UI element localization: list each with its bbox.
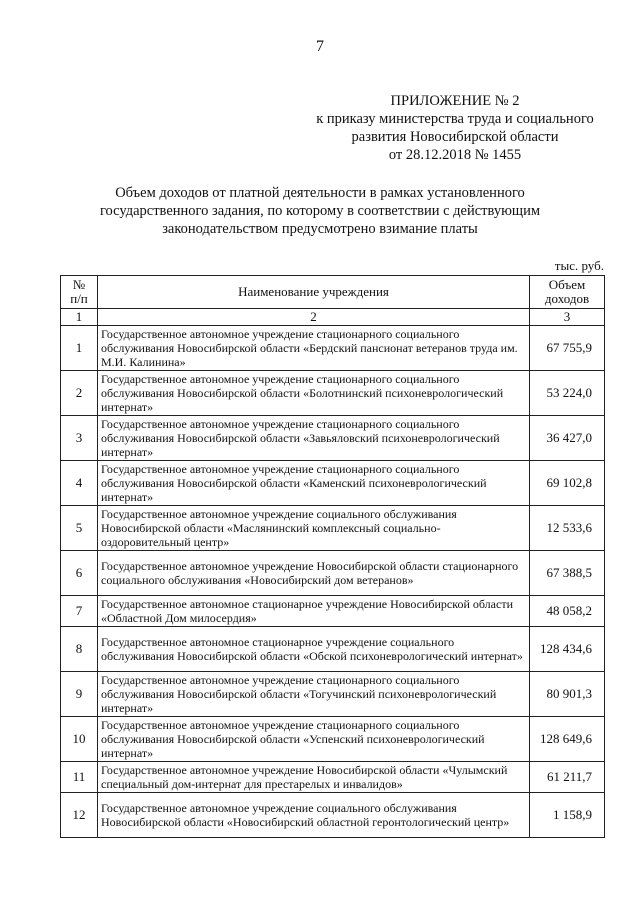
- table-row: [61, 416, 605, 461]
- header-amount-line: доходов: [544, 291, 590, 306]
- institution-name: Государственное автономное учреждение стационарного социального обслуживания Новосибирской области «Тогучинский психоневрологический интернат»: [98, 672, 530, 717]
- income-amount: 61 211,7: [530, 762, 605, 793]
- header-name: Наименование учреждения: [98, 276, 530, 309]
- income-amount: 69 102,8: [530, 461, 605, 506]
- header-amount-line: Объем: [548, 277, 586, 292]
- column-number: 3: [530, 309, 605, 326]
- institution-name: Государственное автономное учреждение стационарного социального обслуживания Новосибирской области «Завьяловский психоневрологический интернат»: [98, 416, 530, 461]
- appendix-line: к приказу министерства труда и социального: [316, 111, 594, 127]
- appendix-line: развития Новосибирской области: [351, 129, 559, 145]
- row-number: 3: [61, 416, 98, 461]
- table-row: [61, 461, 605, 506]
- column-number: 1: [61, 309, 98, 326]
- income-amount: 128 649,6: [530, 717, 605, 762]
- header-number: [61, 276, 98, 309]
- table-row: [61, 551, 605, 596]
- appendix-block: [300, 92, 610, 164]
- table-header-row: [61, 276, 605, 309]
- income-amount: 67 755,9: [530, 326, 605, 371]
- table-row: [61, 326, 605, 371]
- row-number: 11: [61, 762, 98, 793]
- row-number: 10: [61, 717, 98, 762]
- row-number: 9: [61, 672, 98, 717]
- table-row: [61, 506, 605, 551]
- institution-name: Государственное автономное учреждение стационарного социального обслуживания Новосибирской области «Успенский психоневрологический интернат»: [98, 717, 530, 762]
- document-title: [80, 184, 560, 238]
- row-number: 6: [61, 551, 98, 596]
- institution-name: Государственное автономное учреждение социального обслуживания Новосибирской области «Маслянинский комплексный социально-оздоровительный центр»: [98, 506, 530, 551]
- income-amount: 48 058,2: [530, 596, 605, 627]
- institution-name: Государственное автономное стационарное учреждение Новосибирской области «Областной Дом милосердия»: [98, 596, 530, 627]
- income-amount: 12 533,6: [530, 506, 605, 551]
- row-number: 5: [61, 506, 98, 551]
- institution-name: Государственное автономное учреждение Новосибирской области «Чулымский специальный дом-интернат для престарелых и инвалидов»: [98, 762, 530, 793]
- row-number: 4: [61, 461, 98, 506]
- institution-name: Государственное автономное учреждение стационарного социального обслуживания Новосибирской области «Болотнинский психоневрологический интернат»: [98, 371, 530, 416]
- table-row: [61, 793, 605, 838]
- institution-name: Государственное автономное учреждение стационарного социального обслуживания Новосибирской области «Каменский психоневрологический интернат»: [98, 461, 530, 506]
- header-amount: [530, 276, 605, 309]
- income-table: [60, 275, 605, 838]
- title-line: законодательством предусмотрено взимание платы: [162, 221, 478, 237]
- income-amount: 53 224,0: [530, 371, 605, 416]
- table-row: [61, 672, 605, 717]
- appendix-title: ПРИЛОЖЕНИЕ № 2: [390, 93, 520, 109]
- row-number: 7: [61, 596, 98, 627]
- table-row: [61, 596, 605, 627]
- row-number: 1: [61, 326, 98, 371]
- institution-name: Государственное автономное учреждение социального обслуживания Новосибирской области «Новосибирский областной геронтологический центр»: [98, 793, 530, 838]
- row-number: 8: [61, 627, 98, 672]
- table-row: [61, 371, 605, 416]
- row-number: 12: [61, 793, 98, 838]
- income-amount: 36 427,0: [530, 416, 605, 461]
- income-amount: 128 434,6: [530, 627, 605, 672]
- column-number: 2: [98, 309, 530, 326]
- header-number-line: п/п: [70, 291, 88, 306]
- column-number-row: [61, 309, 605, 326]
- table-row: [61, 627, 605, 672]
- income-amount: 67 388,5: [530, 551, 605, 596]
- institution-name: Государственное автономное стационарное учреждение социального обслуживания Новосибирской области «Обской психоневрологический интернат»: [98, 627, 530, 672]
- title-line: государственного задания, по которому в соответствии с действующим: [99, 203, 541, 219]
- header-number-line: №: [72, 277, 86, 292]
- title-line: Объем доходов от платной деятельности в рамках установленного: [115, 185, 525, 201]
- table-row: [61, 717, 605, 762]
- income-amount: 1 158,9: [530, 793, 605, 838]
- institution-name: Государственное автономное учреждение стационарного социального обслуживания Новосибирской области «Бердский пансионат ветеранов труда им. М.И. Калинина»: [98, 326, 530, 371]
- page-number: 7: [316, 38, 324, 55]
- appendix-line: от 28.12.2018 № 1455: [388, 147, 522, 163]
- institution-name: Государственное автономное учреждение Новосибирской области стационарного социального обслуживания «Новосибирский дом ветеранов»: [98, 551, 530, 596]
- table-row: [61, 762, 605, 793]
- units-label: тыс. руб.: [554, 258, 604, 273]
- income-amount: 80 901,3: [530, 672, 605, 717]
- row-number: 2: [61, 371, 98, 416]
